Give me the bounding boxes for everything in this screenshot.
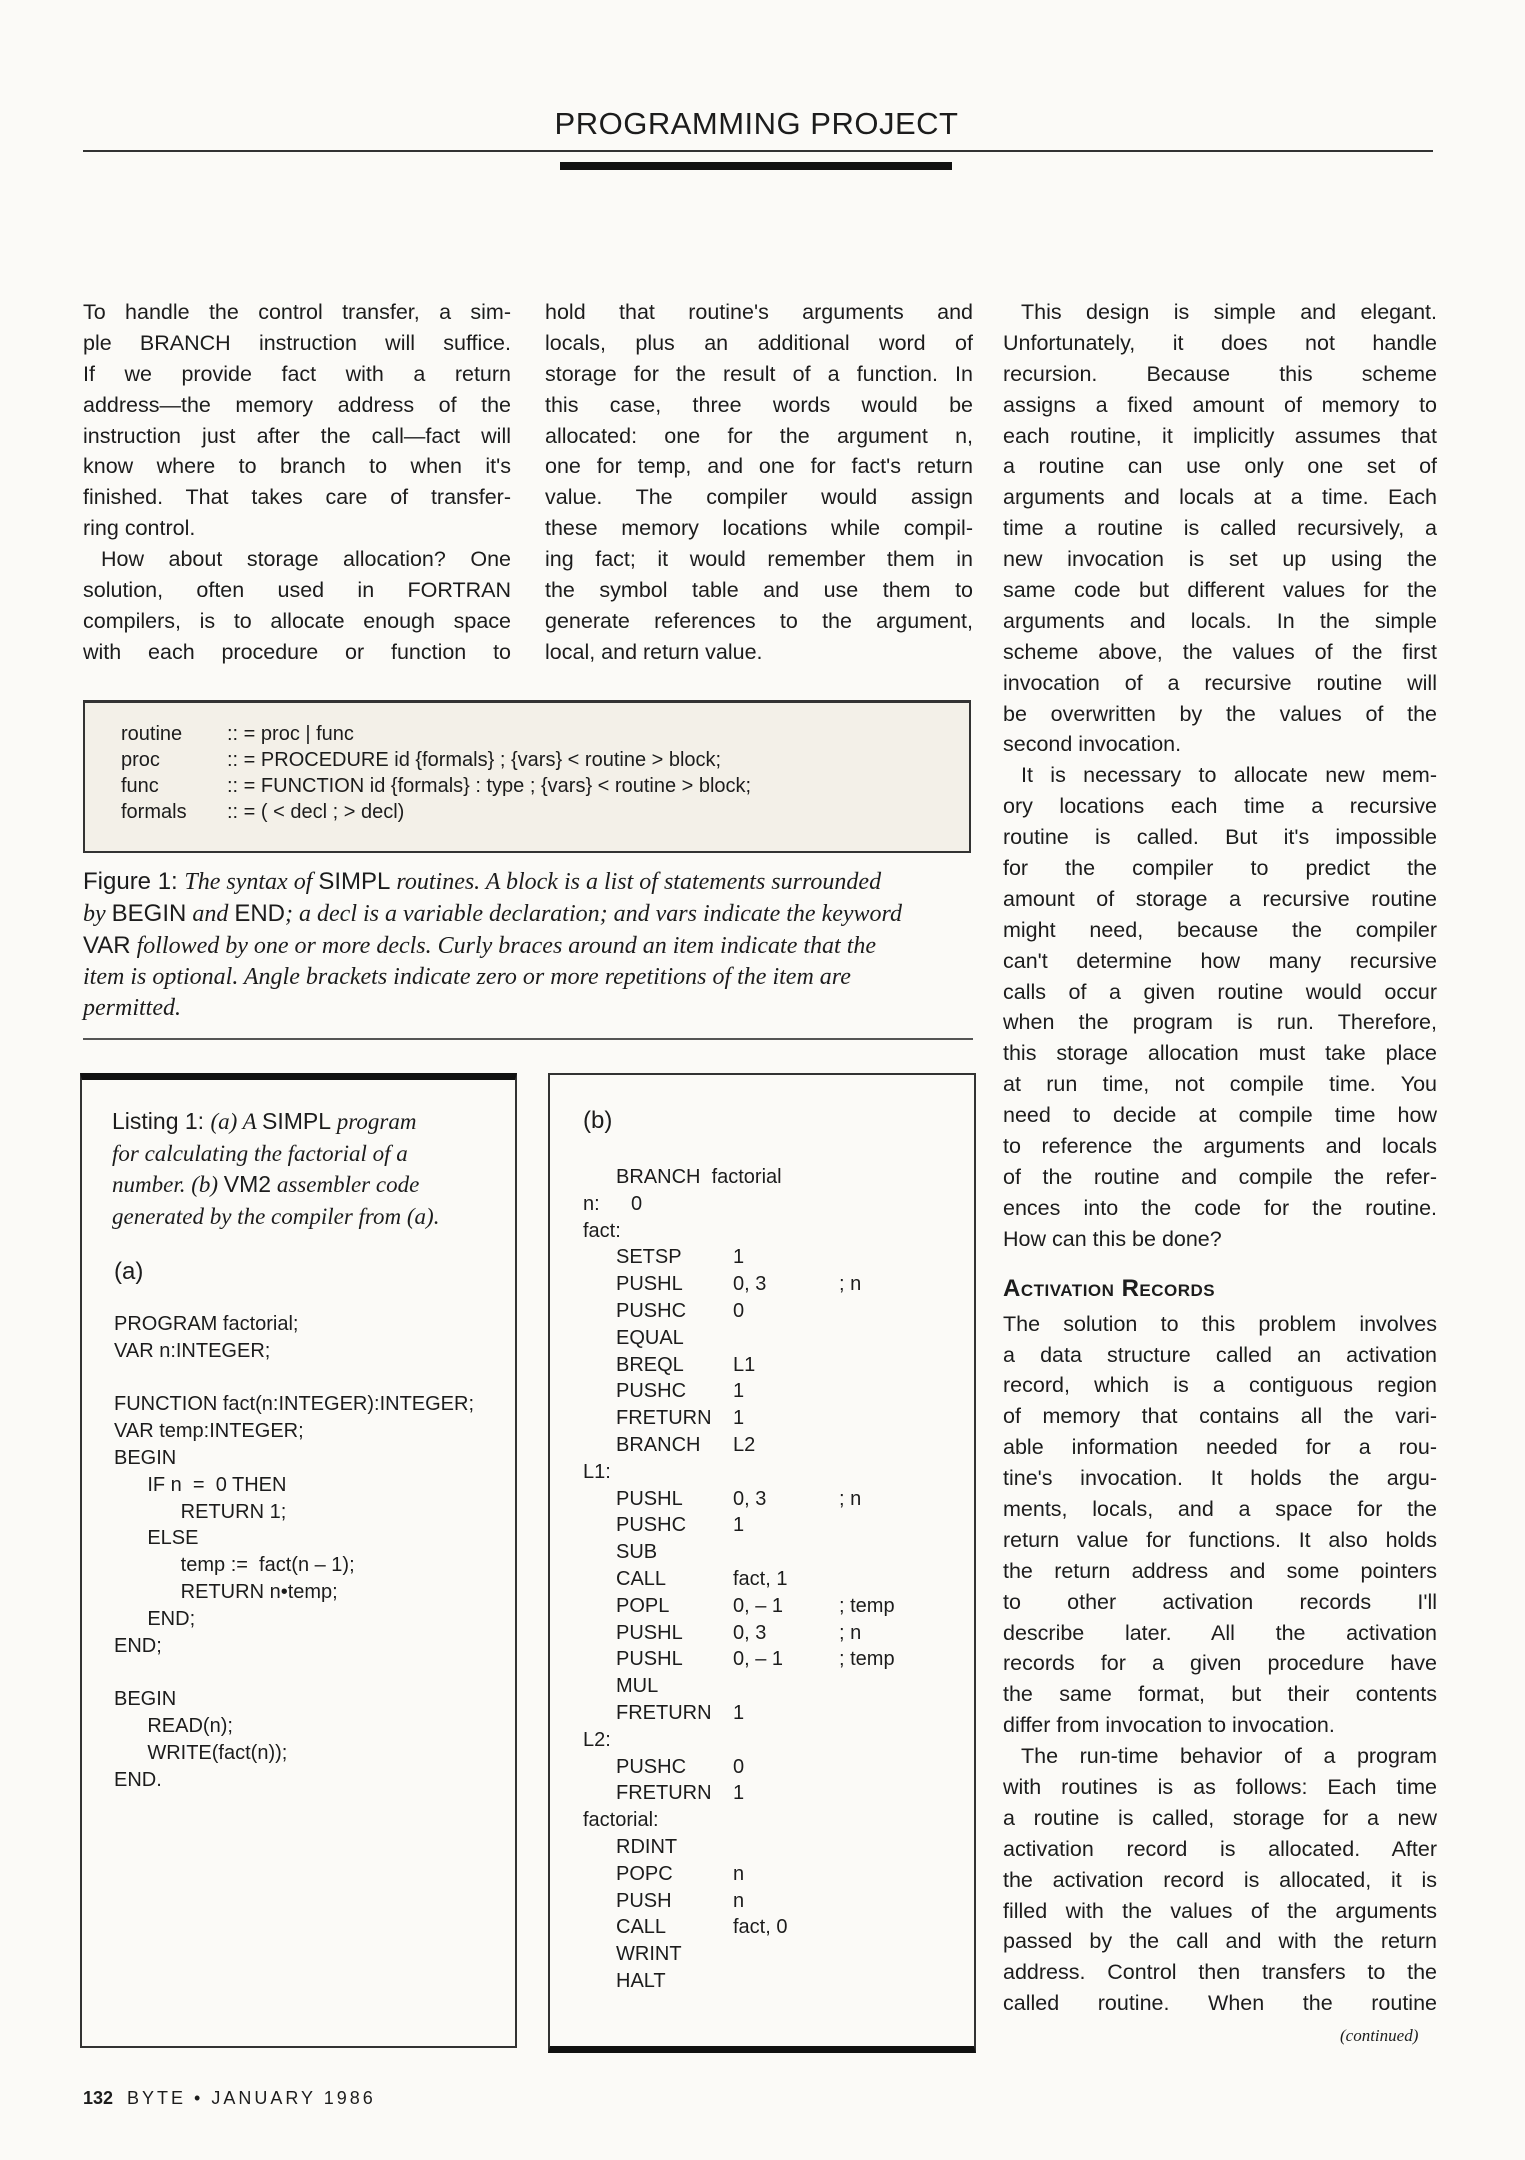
text-line: instruction just after the call—fact will: [83, 423, 511, 448]
paragraph: [1003, 760, 1437, 1254]
caption-line: [112, 1138, 492, 1170]
code-opcode: PUSHL: [616, 1648, 683, 1671]
figure-1-grammar-box: [83, 700, 971, 853]
code-comment: ; n: [839, 1273, 862, 1296]
code-opcode: FRETURN: [616, 1701, 712, 1724]
text-line: solution, often used in FORTRAN: [83, 578, 511, 603]
text-line: same code but different values for the: [1003, 578, 1437, 603]
text-line: value. The compiler would assign: [545, 485, 973, 510]
caption-line: [112, 1169, 492, 1201]
paragraph: [545, 297, 973, 668]
text-line: This design is simple and elegant.: [1021, 300, 1437, 324]
text-line: allocated: one for the argument n,: [545, 423, 973, 448]
text-line: might need, because the compiler: [1003, 917, 1437, 942]
article-column-1: [83, 297, 511, 668]
caption-line: [83, 962, 973, 993]
code-opcode: POPC: [616, 1862, 673, 1885]
text-line: can't determine how many recursive: [1003, 948, 1437, 973]
header-bar: [560, 162, 952, 170]
caption-text: VAR: [83, 932, 131, 959]
code-label: L1:: [583, 1460, 611, 1483]
text-line: differ from invocation to invocation.: [1003, 1713, 1335, 1738]
text-line: with routines is as follows: Each time: [1003, 1774, 1437, 1799]
code-operand: n: [733, 1889, 745, 1912]
section-heading: Activation Records: [1003, 1274, 1216, 1302]
text-line: to other activation records I'll: [1003, 1589, 1437, 1614]
text-line: arguments and locals. In the simple: [1003, 608, 1437, 633]
listing-b-label: (b): [583, 1107, 613, 1134]
code-operand: 1: [733, 1380, 745, 1403]
text-line: scheme above, the values of the first: [1003, 639, 1437, 664]
page-footer: [83, 2088, 376, 2109]
text-line: record, which is a contiguous region: [1003, 1373, 1437, 1398]
paragraph: [1003, 1309, 1437, 1741]
caption-text: followed by one or more decls. Curly braces around an item indicate that the: [130, 933, 877, 959]
code-value: 0: [631, 1192, 643, 1215]
paragraph: [83, 297, 511, 544]
text-line: when the program is run. Therefore,: [1003, 1010, 1437, 1035]
footer-text: BYTE • JANUARY 1986: [127, 2088, 376, 2108]
text-line: each routine, it implicitly assumes that: [1003, 423, 1437, 448]
article-column-3: [1003, 297, 1437, 2019]
text-line: time a routine is called recursively, a: [1003, 516, 1437, 541]
code-comment: ; temp: [839, 1648, 895, 1671]
caption-text: routines. A block is a list of statements surrounded: [390, 869, 882, 895]
text-line: The run-time behavior of a program: [1021, 1744, 1437, 1769]
caption-text: generated by the compiler from (a).: [112, 1203, 440, 1229]
text-line: To handle the control transfer, a sim-: [83, 300, 511, 324]
text-line: records for a given procedure have: [1003, 1651, 1437, 1676]
text-line: describe later. All the activation: [1003, 1620, 1437, 1645]
caption-text: ; a decl is a variable declaration; and vars indicate the keyword: [285, 901, 902, 927]
code-opcode: PUSH: [616, 1889, 672, 1912]
grammar-rule-name: proc: [121, 749, 160, 771]
listing-a-label: (a): [114, 1258, 144, 1285]
caption-text: BEGIN: [111, 900, 187, 927]
caption-text: by: [83, 901, 112, 927]
text-line: new invocation is set up using the: [1003, 547, 1437, 572]
listing-1b-box: [548, 1073, 976, 2053]
text-line: How can this be done?: [1003, 1226, 1222, 1251]
text-line: address. Control then transfers to the: [1003, 1960, 1437, 1985]
text-line: return value for functions. It also holds: [1003, 1527, 1437, 1552]
paragraph: [1003, 1741, 1437, 2019]
code-opcode: PUSHL: [616, 1273, 683, 1296]
code-opcode: FRETURN: [616, 1407, 712, 1430]
text-line: The solution to this problem involves: [1003, 1311, 1437, 1336]
text-line: the return address and some pointers: [1003, 1558, 1437, 1583]
caption-text: VM2: [223, 1171, 272, 1197]
header-rule: [83, 150, 1433, 152]
text-line: storage for the result of a function. In: [545, 361, 973, 386]
text-line: How about storage allocation? One: [101, 547, 511, 572]
text-line: of memory that contains all the vari-: [1003, 1404, 1437, 1429]
text-line: called routine. When the routine: [1003, 1991, 1437, 2016]
text-line: to reference the arguments and locals: [1003, 1134, 1437, 1159]
code-operand: 0, – 1: [733, 1648, 784, 1671]
text-line: arguments and locals at a time. Each: [1003, 485, 1437, 510]
grammar-rule-definition: :: = ( < decl ; > decl): [227, 801, 405, 823]
text-line: hold that routine's arguments and: [545, 300, 973, 324]
text-line: second invocation.: [1003, 732, 1182, 757]
text-line: assigns a fixed amount of memory to: [1003, 392, 1437, 417]
caption-text: permitted.: [83, 995, 181, 1021]
code-opcode: PUSHC: [616, 1755, 687, 1778]
code-opcode: PUSHC: [616, 1299, 687, 1322]
code-operand: 0, 3: [733, 1487, 767, 1510]
caption-text: and: [186, 901, 235, 927]
text-line: local, and return value.: [545, 639, 763, 664]
caption-text: The syntax of: [184, 869, 319, 895]
code-operand: L1: [733, 1353, 756, 1376]
code-opcode: EQUAL: [616, 1326, 684, 1349]
caption-line: [112, 1106, 492, 1138]
text-line: be overwritten by the values of the: [1003, 701, 1437, 726]
code-opcode: PUSHC: [616, 1514, 687, 1537]
caption-line: [83, 930, 973, 962]
code-opcode: HALT: [616, 1969, 666, 1992]
caption-text: assembler code: [271, 1172, 420, 1197]
text-line: routine is called. But it's impossible: [1003, 825, 1437, 850]
grammar-rule-name: formals: [121, 801, 187, 823]
code-label: L2:: [583, 1728, 611, 1751]
code-operand: 1: [733, 1246, 745, 1269]
caption-text: Listing 1:: [112, 1108, 211, 1134]
text-line: this storage allocation must take place: [1003, 1041, 1437, 1066]
code-opcode: SUB: [616, 1541, 658, 1564]
code-opcode: MUL: [616, 1675, 659, 1698]
code-operand: 1: [733, 1407, 745, 1430]
text-line: one for temp, and one for fact's return: [545, 454, 973, 479]
caption-text: SIMPL: [318, 868, 391, 895]
code-opcode: SETSP: [616, 1246, 682, 1269]
code-operand: 0: [733, 1755, 745, 1778]
code-opcode: POPL: [616, 1594, 670, 1617]
text-line: It is necessary to allocate new mem-: [1021, 763, 1437, 788]
text-line: ences into the code for the routine.: [1003, 1195, 1437, 1220]
page-number: 132: [83, 2088, 114, 2108]
text-line: address—the memory address of the: [83, 392, 511, 417]
text-line: of the routine and compile the refer-: [1003, 1164, 1437, 1189]
text-line: If we provide fact with a return: [83, 361, 511, 386]
paragraph: [1003, 297, 1437, 760]
text-line: able information needed for a rou-: [1003, 1435, 1437, 1460]
text-line: a data structure called an activation: [1003, 1342, 1437, 1367]
figure-rule: [83, 1038, 973, 1040]
text-line: locals, plus an additional word of: [545, 330, 973, 355]
text-line: the symbol table and use them to: [545, 578, 973, 603]
code-opcode: BRANCH: [616, 1433, 701, 1456]
text-line: calls of a given routine would occur: [1003, 979, 1437, 1004]
code-comment: ; temp: [839, 1594, 895, 1617]
text-line: need to decide at compile time how: [1003, 1103, 1437, 1128]
continued-note: (continued): [1340, 2026, 1419, 2045]
code-opcode: PUSHL: [616, 1621, 683, 1644]
text-line: generate references to the argument,: [545, 608, 973, 633]
grammar-rule-name: func: [121, 775, 159, 797]
grammar-rule-definition: :: = proc | func: [227, 723, 354, 745]
text-line: ments, locals, and a space for the: [1003, 1496, 1437, 1521]
caption-line: [112, 1201, 492, 1233]
caption-line: [83, 993, 973, 1024]
text-line: a routine can use only one set of: [1003, 454, 1437, 479]
text-line: invocation of a recursive routine will: [1003, 670, 1437, 695]
code-operand: 1: [733, 1514, 745, 1537]
text-line: amount of storage a recursive routine: [1003, 886, 1437, 911]
text-line: know where to branch to when it's: [83, 454, 511, 479]
text-line: ple BRANCH instruction will suffice.: [83, 330, 511, 355]
text-line: Unfortunately, it does not handle: [1003, 330, 1437, 355]
text-line: passed by the call and with the return: [1003, 1929, 1437, 1954]
code-operand: n: [733, 1862, 745, 1885]
section-title: PROGRAMMING PROJECT: [554, 106, 959, 141]
code-operand: 0, – 1: [733, 1594, 784, 1617]
code-opcode: WRINT: [616, 1943, 682, 1966]
code-operand: 0, 3: [733, 1273, 767, 1296]
grammar-rule-name: routine: [121, 723, 183, 745]
code-label: fact:: [583, 1219, 621, 1242]
grammar-rule-definition: :: = PROCEDURE id {formals} ; {vars} < routine > block;: [227, 749, 722, 771]
text-line: ring control.: [83, 516, 196, 541]
text-line: filled with the values of the arguments: [1003, 1898, 1437, 1923]
code-operand: fact, 0: [733, 1916, 788, 1939]
caption-text: number. (b): [112, 1172, 224, 1197]
grammar-rule-definition: :: = FUNCTION id {formals} : type ; {vars} < routine > block;: [227, 775, 752, 797]
code-operand: 0: [733, 1299, 745, 1322]
caption-line: [83, 898, 973, 930]
text-line: at run time, not compile time. You: [1003, 1072, 1437, 1097]
article-column-2: [545, 297, 973, 668]
code-opcode: FRETURN: [616, 1782, 712, 1805]
text-line: finished. That takes care of transfer-: [83, 485, 511, 510]
code-label: n:: [583, 1192, 600, 1215]
code-opcode: CALL: [616, 1916, 667, 1939]
text-line: recursion. Because this scheme: [1003, 361, 1437, 386]
code-comment: ; n: [839, 1487, 862, 1510]
caption-text: for calculating the factorial of a: [112, 1140, 408, 1166]
code-label: factorial:: [583, 1809, 659, 1832]
caption-text: item is optional. Angle brackets indicate zero or more repetitions of the item are: [83, 964, 851, 990]
code-operand: 1: [733, 1701, 745, 1724]
code-opcode: PUSHC: [616, 1380, 687, 1403]
paragraph: [83, 544, 511, 668]
code-opcode: BRANCH factorial: [616, 1166, 782, 1188]
code-opcode: BREQL: [616, 1353, 684, 1376]
code-operand: L2: [733, 1433, 756, 1456]
code-operand: 1: [733, 1782, 745, 1805]
caption-text: END: [234, 900, 286, 927]
code-opcode: PUSHL: [616, 1487, 683, 1510]
listing-1-caption: [112, 1106, 492, 1232]
text-line: ory locations each time a recursive: [1003, 794, 1437, 819]
caption-text: (a) A: [210, 1109, 262, 1134]
listing-1a-box: [80, 1073, 517, 2048]
text-line: tine's invocation. It holds the argu-: [1003, 1466, 1437, 1491]
text-line: with each procedure or function to: [83, 639, 511, 664]
code-opcode: CALL: [616, 1567, 667, 1590]
code-operand: fact, 1: [733, 1567, 788, 1590]
caption-text: SIMPL: [262, 1108, 332, 1134]
text-line: for the compiler to predict the: [1003, 856, 1437, 881]
caption-text: program: [331, 1109, 417, 1134]
code-comment: ; n: [839, 1621, 862, 1644]
text-line: a routine is called, storage for a new: [1003, 1805, 1437, 1830]
text-line: compilers, is to allocate enough space: [83, 608, 511, 633]
figure-1-caption: [83, 866, 973, 1024]
code-operand: 0, 3: [733, 1621, 767, 1644]
code-opcode: RDINT: [616, 1835, 678, 1858]
listing-a-code: PROGRAM factorial; VAR n:INTEGER; FUNCTION fact(n:INTEGER):INTEGER; VAR temp:INTEGER; BEGIN IF n = 0 THEN RETURN 1; ELSE temp := fact(n – 1); RETURN n•temp; END; END; BEGIN READ(n); WRITE(fact(n)); END.: [114, 1313, 475, 1791]
text-line: the same format, but their contents: [1003, 1682, 1437, 1707]
text-line: this case, three words would be: [545, 392, 973, 417]
text-line: the activation record is allocated, it is: [1003, 1867, 1437, 1892]
caption-text: Figure 1:: [83, 868, 185, 895]
caption-line: [83, 866, 973, 898]
text-line: these memory locations while compil-: [545, 516, 973, 541]
text-line: activation record is allocated. After: [1003, 1836, 1437, 1861]
text-line: ing fact; it would remember them in: [545, 547, 973, 572]
